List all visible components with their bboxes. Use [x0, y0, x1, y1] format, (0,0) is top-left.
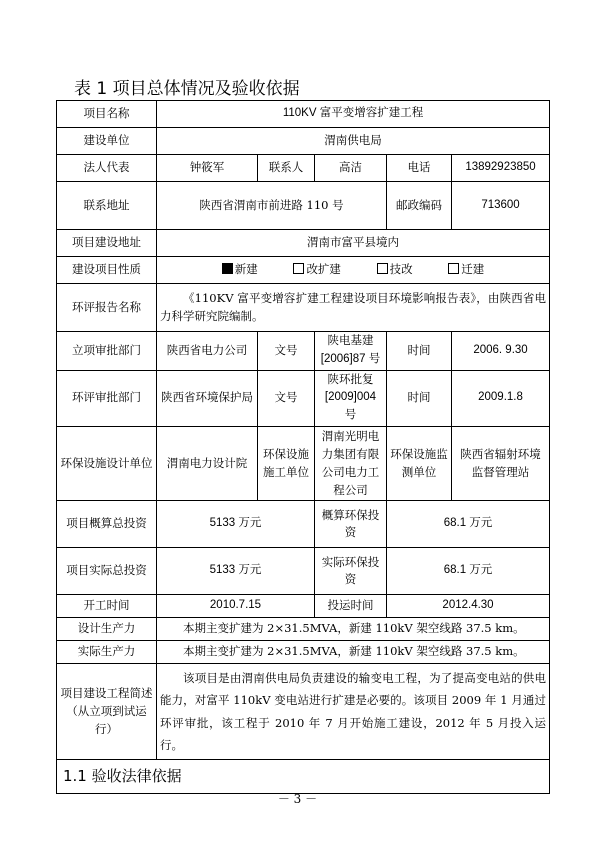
approval-time-value: 2006. 9.30 — [452, 332, 550, 371]
eia-report-value: 《110KV 富平变增容扩建工程建设项目环境影响报告表》，由陕西省电力科学研究院编制。 — [157, 284, 550, 332]
nature-option-relocate — [448, 261, 484, 279]
actual-capacity-value: 本期主变扩建为 2×31.5MVA，新建 110kV 架空线路 37.5 km。 — [157, 641, 550, 664]
project-name-label: 项目名称 — [57, 101, 157, 128]
budget-env-label: 概算环保投资 — [315, 501, 387, 548]
approval-time-label: 时间 — [387, 332, 452, 371]
eia-doc-label: 文号 — [258, 370, 315, 426]
page-number: － 3 － — [277, 792, 318, 806]
checkbox-icon — [448, 263, 459, 274]
nature-options — [157, 257, 550, 284]
start-time-label: 开工时间 — [57, 595, 157, 618]
nature-option-expand — [293, 261, 341, 279]
nature-label: 建设项目性质 — [57, 257, 157, 284]
nature-option-label: 迁建 — [461, 262, 485, 277]
start-time-value: 2010.7.15 — [157, 595, 315, 618]
nature-option-label: 新建 — [234, 262, 258, 277]
summary-label: 项目建设工程简述（从立项到试运行） — [57, 664, 157, 760]
legal-rep-label: 法人代表 — [57, 155, 157, 182]
budget-value: 5133 万元 — [157, 501, 315, 548]
eia-time-value: 2009.1.8 — [452, 370, 550, 426]
eia-time-label: 时间 — [387, 370, 452, 426]
summary-value: 该项目是由渭南供电局负责建设的输变电工程，为了提高变电站的供电能力，对富平 110kV 变电站进行扩建是必要的。该项目 2009 年 1 月通过环评审批，该工程于 2010 年 7 月开始施工建设，2012 年 5 月投入运行。 — [157, 664, 550, 760]
design-unit-value: 渭南电力设计院 — [157, 427, 258, 501]
operate-time-label: 投运时间 — [315, 595, 387, 618]
postcode-label: 邮政编码 — [387, 182, 452, 230]
actual-investment-value: 5133 万元 — [157, 548, 315, 595]
address-label: 联系地址 — [57, 182, 157, 230]
builder-label: 建设单位 — [57, 128, 157, 155]
checkbox-icon — [222, 263, 233, 274]
project-name-value: 110KV 富平变增容扩建工程 — [157, 101, 550, 128]
actual-env-label: 实际环保投资 — [315, 548, 387, 595]
eia-approval-dept-label: 环评审批部门 — [57, 370, 157, 426]
monitor-unit-value: 陕西省辐射环境监督管理站 — [452, 427, 550, 501]
actual-investment-label: 项目实际总投资 — [57, 548, 157, 595]
design-capacity-value: 本期主变扩建为 2×31.5MVA，新建 110kV 架空线路 37.5 km。 — [157, 618, 550, 641]
approval-doc-label: 文号 — [258, 332, 315, 371]
nature-option-new — [222, 261, 258, 279]
approval-dept-label: 立项审批部门 — [57, 332, 157, 371]
design-capacity-label: 设计生产力 — [57, 618, 157, 641]
contact-label: 联系人 — [258, 155, 315, 182]
phone-value: 13892923850 — [452, 155, 550, 182]
legal-rep-value: 钟筱军 — [157, 155, 258, 182]
site-label: 项目建设地址 — [57, 230, 157, 257]
eia-doc-value: 陕环批复[2009]004 号 — [315, 370, 387, 426]
construct-unit-value: 渭南光明电力集团有限公司电力工程公司 — [315, 427, 387, 501]
budget-label: 项目概算总投资 — [57, 501, 157, 548]
checkbox-icon — [377, 263, 388, 274]
construct-unit-label: 环保设施施工单位 — [258, 427, 315, 501]
nature-option-renovate — [377, 261, 413, 279]
builder-value: 渭南供电局 — [157, 128, 550, 155]
approval-dept-value: 陕西省电力公司 — [157, 332, 258, 371]
eia-approval-dept-value: 陕西省环境保护局 — [157, 370, 258, 426]
approval-doc-value: 陕电基建[2006]87 号 — [315, 332, 387, 371]
checkbox-icon — [293, 263, 304, 274]
eia-report-label: 环评报告名称 — [57, 284, 157, 332]
monitor-unit-label: 环保设施监测单位 — [387, 427, 452, 501]
nature-option-label: 技改 — [389, 262, 413, 277]
actual-env-value: 68.1 万元 — [387, 548, 550, 595]
table-title: 表 1 项目总体情况及验收依据 — [74, 79, 300, 99]
actual-capacity-label: 实际生产力 — [57, 641, 157, 664]
site-value: 渭南市富平县境内 — [157, 230, 550, 257]
phone-label: 电话 — [387, 155, 452, 182]
postcode-value: 713600 — [452, 182, 550, 230]
contact-value: 高洁 — [315, 155, 387, 182]
section-heading: 1.1 验收法律依据 — [57, 760, 550, 794]
address-value: 陕西省渭南市前进路 110 号 — [157, 182, 387, 230]
design-unit-label: 环保设施设计单位 — [57, 427, 157, 501]
nature-option-label: 改扩建 — [306, 262, 341, 277]
budget-env-value: 68.1 万元 — [387, 501, 550, 548]
project-overview-table — [56, 100, 550, 794]
operate-time-value: 2012.4.30 — [387, 595, 550, 618]
